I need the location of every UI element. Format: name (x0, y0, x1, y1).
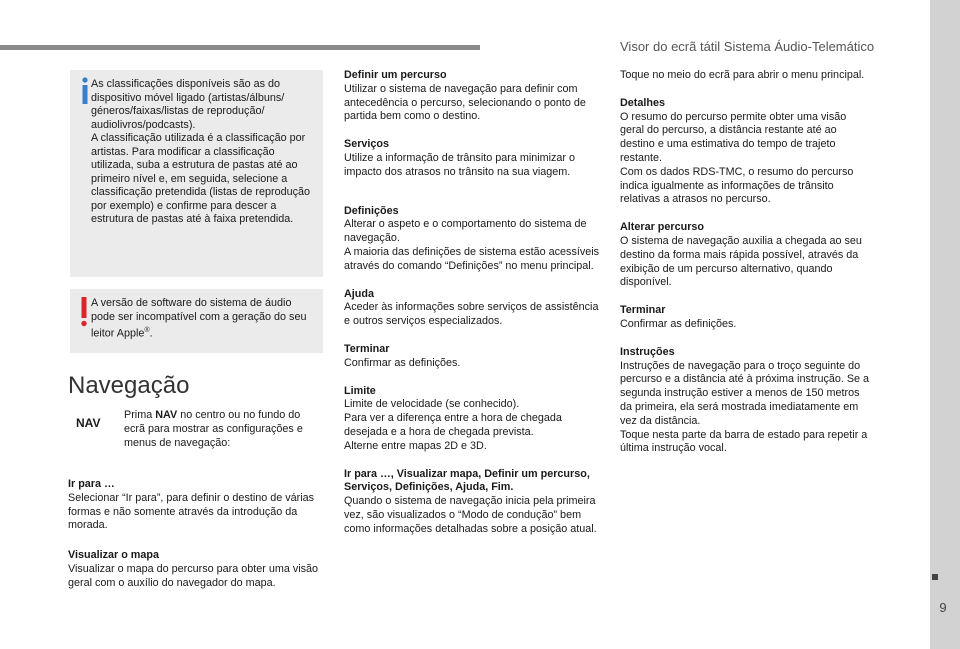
list-item (344, 385, 602, 454)
column-3 (620, 69, 870, 456)
item-body: Visualizar o mapa do percurso para obter uma visão geral com o auxílio do navegador do mapa. (68, 562, 319, 589)
list-item (344, 69, 602, 124)
column-2 (344, 69, 602, 537)
list-item (344, 288, 602, 329)
item-body: Quando o sistema de navegação inicia pela primeira vez, são visualizados o “Modo de condução” bem como informações detalhadas sobre a posição atual. (344, 495, 597, 535)
item-body: Confirmar as definições. (344, 356, 461, 369)
item-title: Alterar percurso (620, 221, 705, 234)
info-note-text: As classificações disponíveis são as do dispositivo móvel ligado (artistas/álbuns/ géneros/faixas/listas de reprodução/ audiolivros/podcasts). A classificação utilizada é a classificação por artistas. Para modificar a classificação utilizada, suba a estrutura de pastas até ao primeiro nível e, em seguida, selecione a classificação pretendida (listas de reprodução por exemplo) e confirme para descer a estrutura de pastas até à faixa pretendida. (91, 78, 311, 225)
header-rule (0, 45, 480, 50)
item-body: Instruções de navegação para o troço seguinte do percurso e a distância até à próxima instrução. Se a segunda instrução estiver a menos de 150 metros da primeira, ela será mostrada imediatamente em vez da distância. Toque nesta parte da barra de estado para repetir a última instrução vocal. (620, 359, 870, 455)
item-title: Visualizar o mapa (68, 549, 160, 562)
list-item (620, 221, 870, 290)
item-title: Limite (344, 384, 376, 397)
item-title: Ir para … (68, 478, 115, 490)
item-body: Aceder às informações sobre serviços de assistência e outros serviços especializados. (344, 301, 599, 328)
list-item (620, 346, 870, 456)
page-number: 9 (939, 600, 947, 615)
list-item (344, 343, 602, 371)
warning-note (70, 289, 323, 353)
item-title: Serviços (344, 138, 390, 151)
item-body: Utilizar o sistema de navegação para definir com antecedência o percurso, selecionando o ponto de partida bem como o destino. (344, 82, 586, 123)
info-icon (78, 77, 92, 104)
item-title: Instruções (620, 345, 675, 358)
item-title: Detalhes (620, 96, 666, 109)
nav-key-label: NAV (76, 416, 101, 430)
warning-icon (80, 297, 88, 327)
item-body: Confirmar as definições. (620, 317, 737, 330)
item-body: O resumo do percurso permite obter uma visão geral do percurso, a distância restante até ao destino e uma estimativa do tempo de trajeto restante. Com os dados RDS-TMC, o resumo do percurso indica igualmente as informações de trânsito relativas a atrasos no percurso. (620, 110, 854, 206)
section-title: Navegação (68, 372, 190, 399)
info-note (70, 70, 323, 277)
item-title: Definições (344, 204, 399, 217)
side-strip (930, 0, 960, 649)
item-body: Toque no meio do ecrã para abrir o menu principal. (620, 69, 865, 81)
warning-note-text: A versão de software do sistema de áudio pode ser incompatível com a geração do seu leitor Apple®. (91, 297, 307, 340)
item-body: O sistema de navegação auxilia a chegada ao seu destino da forma mais rápida possível, através da exibição de um percurso alternativo, quando disponível. (620, 234, 862, 289)
list-item (620, 97, 870, 207)
list-item (344, 468, 602, 537)
item-body: Limite de velocidade (se conhecido). Para ver a diferença entre a hora de chegada desejada e a hora de chegada prevista. Alterne entre mapas 2D e 3D. (344, 398, 562, 452)
nav-intro-text: Prima NAV no centro ou no fundo do ecrã para mostrar as configurações e menus de navegação: (124, 409, 303, 449)
page-marker (932, 574, 938, 580)
item-title: Ir para …, Visualizar mapa, Definir um percurso, Serviços, Definições, Ajuda, Fim. (344, 467, 590, 494)
page-header-title: Visor do ecrã tátil Sistema Áudio-Telemático (620, 39, 875, 54)
item-title: Terminar (344, 342, 390, 355)
item-title: Terminar (620, 304, 666, 317)
item-body: Selecionar “Ir para”, para definir o destino de várias formas e não somente através da introdução da morada. (68, 491, 315, 532)
list-item (68, 549, 326, 590)
column-1 (68, 478, 326, 591)
item-title: Ajuda (344, 287, 374, 300)
list-item (620, 304, 870, 332)
item-body: Utilize a informação de trânsito para minimizar o impacto dos atrasos no trânsito na sua viagem. (344, 151, 576, 178)
list-item (344, 205, 602, 274)
item-body: Alterar o aspeto e o comportamento do sistema de navegação. A maioria das definições de sistema estão acessíveis através do comando “Definições” no menu principal. (344, 218, 600, 272)
item-title: Definir um percurso (344, 69, 447, 81)
list-item (68, 478, 326, 533)
list-item (344, 138, 602, 179)
list-item (620, 69, 870, 83)
